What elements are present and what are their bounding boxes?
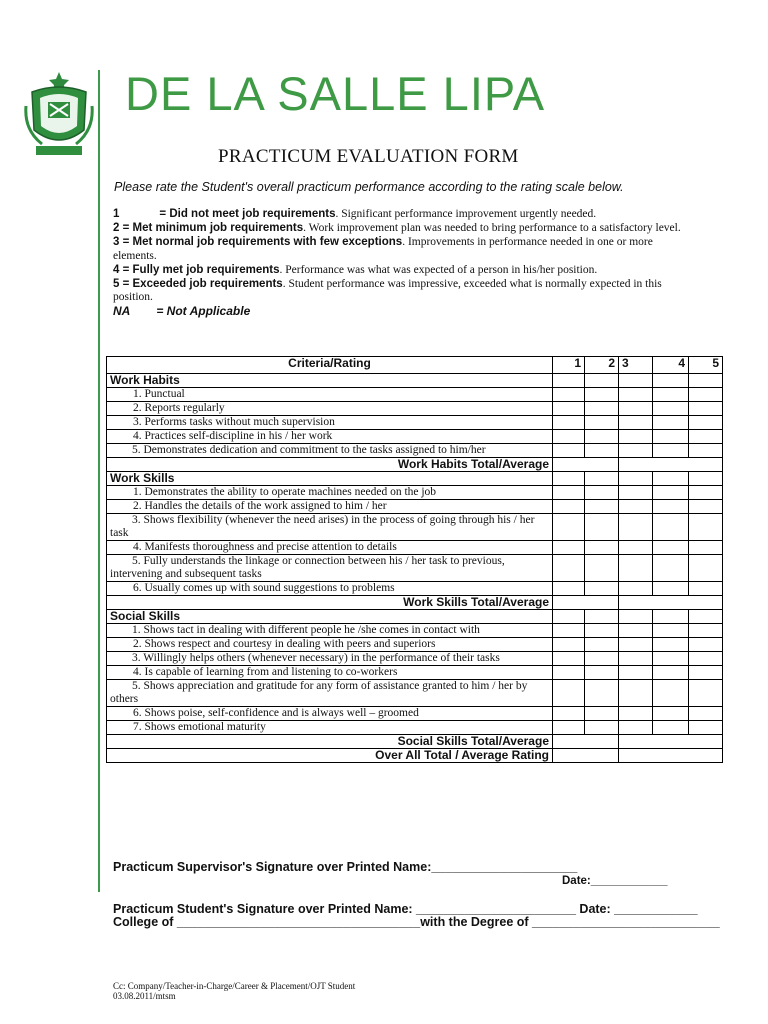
rating-cell[interactable]: [619, 541, 653, 555]
rating-cell[interactable]: [689, 638, 723, 652]
total-cell[interactable]: [553, 735, 619, 749]
footer-notes: [113, 981, 355, 1001]
rating-cell[interactable]: [619, 430, 653, 444]
criteria-row: [107, 555, 723, 582]
rating-cell[interactable]: [553, 652, 585, 666]
criteria-row: [107, 514, 723, 541]
rating-header: 1: [553, 357, 585, 374]
rating-cell[interactable]: [653, 486, 689, 500]
rating-cell[interactable]: [689, 541, 723, 555]
rating-cell[interactable]: [585, 402, 619, 416]
rating-cell[interactable]: [689, 666, 723, 680]
rating-cell[interactable]: [653, 582, 689, 596]
rating-cell[interactable]: [653, 555, 689, 582]
form-title: PRACTICUM EVALUATION FORM: [218, 146, 519, 167]
scale-row-5: 5 = Exceeded job requirements. Student performance was impressive, exceeded what is normally expected in this position.: [113, 278, 662, 304]
criteria-row: [107, 680, 723, 707]
rating-cell[interactable]: [553, 707, 585, 721]
average-cell[interactable]: [619, 749, 723, 763]
rating-cell[interactable]: [689, 402, 723, 416]
criteria-label: 1. Punctual: [107, 388, 553, 402]
rating-cell[interactable]: [619, 638, 653, 652]
rating-cell[interactable]: [619, 707, 653, 721]
criteria-row: [107, 500, 723, 514]
rating-cell[interactable]: [585, 680, 619, 707]
rating-cell[interactable]: [619, 500, 653, 514]
rating-cell[interactable]: [553, 430, 585, 444]
rating-header: 3: [619, 357, 653, 374]
rating-cell[interactable]: [689, 624, 723, 638]
rating-cell[interactable]: [653, 430, 689, 444]
rating-cell[interactable]: [653, 624, 689, 638]
criteria-row: [107, 707, 723, 721]
criteria-label: 2. Handles the details of the work assigned to him / her: [107, 500, 553, 514]
rating-cell[interactable]: [585, 500, 619, 514]
rating-cell[interactable]: [619, 680, 653, 707]
criteria-row: [107, 652, 723, 666]
scale-row-1: 1 = Did not meet job requirements. Significant performance improvement urgently needed.: [113, 208, 597, 220]
rating-cell[interactable]: [689, 652, 723, 666]
criteria-label: 5. Demonstrates dedication and commitment to the tasks assigned to him/her: [107, 444, 553, 458]
rating-cell[interactable]: [585, 472, 619, 486]
student-signature-line[interactable]: Practicum Student's Signature over Printed Name: _______________________ Date: ____________: [113, 902, 698, 916]
rating-cell[interactable]: [585, 416, 619, 430]
rating-cell[interactable]: [553, 666, 585, 680]
rating-cell[interactable]: [689, 555, 723, 582]
rating-cell[interactable]: [553, 721, 585, 735]
rating-cell[interactable]: [553, 582, 585, 596]
criteria-row: [107, 582, 723, 596]
rating-cell[interactable]: [619, 486, 653, 500]
rating-cell[interactable]: [619, 624, 653, 638]
rating-cell[interactable]: [619, 444, 653, 458]
rating-cell[interactable]: [653, 638, 689, 652]
criteria-label: 5. Fully understands the linkage or connection between his / her task to previous, intervening and subsequent tasks: [107, 555, 553, 582]
margin-rule: [98, 70, 100, 892]
average-cell[interactable]: [619, 596, 723, 610]
rating-cell[interactable]: [553, 624, 585, 638]
rating-cell[interactable]: [585, 624, 619, 638]
rating-cell[interactable]: [553, 680, 585, 707]
criteria-label: 5. Shows appreciation and gratitude for any form of assistance granted to him / her by others: [107, 680, 553, 707]
rating-cell[interactable]: [585, 555, 619, 582]
criteria-row: [107, 416, 723, 430]
rating-cell[interactable]: [553, 610, 585, 624]
rating-cell[interactable]: [585, 486, 619, 500]
rating-cell[interactable]: [553, 416, 585, 430]
section-heading-row: [107, 610, 723, 624]
rating-cell[interactable]: [553, 555, 585, 582]
rating-cell[interactable]: [653, 652, 689, 666]
criteria-label: 3. Willingly helps others (whenever necessary) in the performance of their tasks: [107, 652, 553, 666]
supervisor-signature-line[interactable]: Practicum Supervisor's Signature over Printed Name:_____________________: [113, 860, 578, 874]
rating-cell[interactable]: [619, 721, 653, 735]
rating-cell[interactable]: [585, 638, 619, 652]
college-degree-line[interactable]: College of ___________________________________with the Degree of ___________________________: [113, 915, 720, 929]
doc-code: 03.08.2011/mtsm: [113, 991, 176, 1001]
criteria-label: 2. Shows respect and courtesy in dealing with peers and superiors: [107, 638, 553, 652]
rating-cell[interactable]: [585, 707, 619, 721]
criteria-label: 7. Shows emotional maturity: [107, 721, 553, 735]
scale-sep: =: [159, 208, 170, 220]
rating-cell[interactable]: [619, 652, 653, 666]
table-header-row: [107, 357, 723, 374]
rating-header: 5: [689, 357, 723, 374]
rating-cell[interactable]: [689, 680, 723, 707]
rating-cell[interactable]: [689, 374, 723, 388]
rating-cell[interactable]: [585, 666, 619, 680]
section-title: Work Habits: [107, 374, 553, 388]
average-cell[interactable]: [619, 735, 723, 749]
section-total-row: [107, 458, 723, 472]
rating-cell[interactable]: [585, 514, 619, 541]
section-heading-row: [107, 472, 723, 486]
section-title: Work Skills: [107, 472, 553, 486]
rating-cell[interactable]: [653, 721, 689, 735]
criteria-label: 1. Demonstrates the ability to operate machines needed on the job: [107, 486, 553, 500]
rating-cell[interactable]: [653, 500, 689, 514]
rating-cell[interactable]: [553, 402, 585, 416]
rating-cell[interactable]: [689, 721, 723, 735]
criteria-label: 4. Is capable of learning from and listening to co-workers: [107, 666, 553, 680]
rating-cell[interactable]: [653, 472, 689, 486]
school-name: DE LA SALLE LIPA: [125, 67, 546, 120]
instructions: Please rate the Student's overall practicum performance according to the rating scale below.: [114, 180, 624, 194]
rating-cell[interactable]: [689, 610, 723, 624]
criteria-row: [107, 721, 723, 735]
rating-cell[interactable]: [553, 541, 585, 555]
criteria-row: [107, 486, 723, 500]
total-cell[interactable]: [553, 749, 619, 763]
rating-cell[interactable]: [619, 514, 653, 541]
criteria-label: 6. Shows poise, self-confidence and is always well – groomed: [107, 707, 553, 721]
rating-cell[interactable]: [689, 707, 723, 721]
rating-cell[interactable]: [619, 582, 653, 596]
supervisor-date-line[interactable]: Date:____________: [562, 875, 668, 887]
criteria-row: [107, 638, 723, 652]
rating-cell[interactable]: [553, 486, 585, 500]
criteria-row: [107, 430, 723, 444]
rating-cell[interactable]: [585, 388, 619, 402]
rating-cell[interactable]: [653, 444, 689, 458]
rating-header: 2: [585, 357, 619, 374]
rating-cell[interactable]: [653, 610, 689, 624]
section-title: Social Skills: [107, 610, 553, 624]
criteria-label: 6. Usually comes up with sound suggestions to problems: [107, 582, 553, 596]
rating-cell[interactable]: [553, 638, 585, 652]
rating-cell[interactable]: [553, 444, 585, 458]
rating-cell[interactable]: [653, 388, 689, 402]
rating-cell[interactable]: [689, 500, 723, 514]
rating-cell[interactable]: [619, 610, 653, 624]
scale-row-na: NA = Not Applicable: [113, 304, 251, 319]
rating-cell[interactable]: [553, 374, 585, 388]
criteria-label: 3. Performs tasks without much supervision: [107, 416, 553, 430]
criteria-row: [107, 388, 723, 402]
rating-cell[interactable]: [619, 472, 653, 486]
section-total-label: Social Skills Total/Average: [107, 735, 553, 749]
rating-cell[interactable]: [585, 541, 619, 555]
rating-cell[interactable]: [619, 388, 653, 402]
criteria-row: [107, 402, 723, 416]
rating-cell[interactable]: [585, 610, 619, 624]
rating-cell[interactable]: [619, 666, 653, 680]
rating-cell[interactable]: [653, 666, 689, 680]
rating-cell[interactable]: [653, 514, 689, 541]
rating-cell[interactable]: [619, 416, 653, 430]
criteria-label: 3. Shows flexibility (whenever the need arises) in the process of going through his / her task: [107, 514, 553, 541]
section-total-row: [107, 735, 723, 749]
criteria-label: 2. Reports regularly: [107, 402, 553, 416]
rating-cell[interactable]: [585, 582, 619, 596]
criteria-label: 4. Practices self-discipline in his / her work: [107, 430, 553, 444]
rating-cell[interactable]: [653, 374, 689, 388]
overall-total-row: [107, 749, 723, 763]
rating-cell[interactable]: [689, 388, 723, 402]
rating-cell[interactable]: [553, 472, 585, 486]
criteria-header: Criteria/Rating: [107, 357, 553, 374]
rating-cell[interactable]: [585, 721, 619, 735]
section-total-label: Work Habits Total/Average: [107, 458, 553, 472]
rating-cell[interactable]: [689, 486, 723, 500]
section-total-label: Work Skills Total/Average: [107, 596, 553, 610]
rating-cell[interactable]: [619, 402, 653, 416]
rating-cell[interactable]: [689, 514, 723, 541]
rating-cell[interactable]: [689, 416, 723, 430]
rating-cell[interactable]: [585, 652, 619, 666]
rating-cell[interactable]: [689, 472, 723, 486]
total-cell[interactable]: [553, 458, 619, 472]
average-cell[interactable]: [619, 458, 723, 472]
rating-header: 4: [653, 357, 689, 374]
cc-line: Cc: Company/Teacher-in-Charge/Career & Placement/OJT Student: [113, 981, 356, 991]
scale-row-2: 2 = Met minimum job requirements. Work improvement plan was needed to bring performance to a satisfactory level.: [113, 222, 681, 235]
rating-cell[interactable]: [585, 430, 619, 444]
criteria-label: 1. Shows tact in dealing with different people he /she comes in contact with: [107, 624, 553, 638]
rating-cell[interactable]: [653, 680, 689, 707]
rating-cell[interactable]: [653, 541, 689, 555]
scale-row-4: 4 = Fully met job requirements. Performance was what was expected of a person in his/her position.: [113, 263, 598, 276]
section-total-row: [107, 596, 723, 610]
school-seal-logo: [22, 70, 96, 160]
criteria-row: [107, 666, 723, 680]
criteria-label: 4. Manifests thoroughness and precise attention to details: [107, 541, 553, 555]
rating-cell[interactable]: [585, 374, 619, 388]
rating-cell[interactable]: [689, 582, 723, 596]
scale-row-3: 3 = Met normal job requirements with few exceptions. Improvements in performance needed in one or more elements.: [113, 236, 653, 262]
total-cell[interactable]: [553, 596, 619, 610]
rating-cell[interactable]: [689, 430, 723, 444]
section-heading-row: [107, 374, 723, 388]
rating-cell[interactable]: [553, 500, 585, 514]
rating-cell[interactable]: [653, 402, 689, 416]
rating-cell[interactable]: [653, 416, 689, 430]
evaluation-table: [106, 356, 723, 763]
rating-cell[interactable]: [619, 555, 653, 582]
rating-cell[interactable]: [553, 388, 585, 402]
criteria-row: [107, 444, 723, 458]
rating-scale: [113, 208, 693, 321]
criteria-row: [107, 624, 723, 638]
rating-cell[interactable]: [689, 444, 723, 458]
overall-total-label: Over All Total / Average Rating: [107, 749, 553, 763]
rating-cell[interactable]: [653, 707, 689, 721]
rating-cell[interactable]: [585, 444, 619, 458]
rating-cell[interactable]: [619, 374, 653, 388]
rating-cell[interactable]: [553, 514, 585, 541]
criteria-row: [107, 541, 723, 555]
